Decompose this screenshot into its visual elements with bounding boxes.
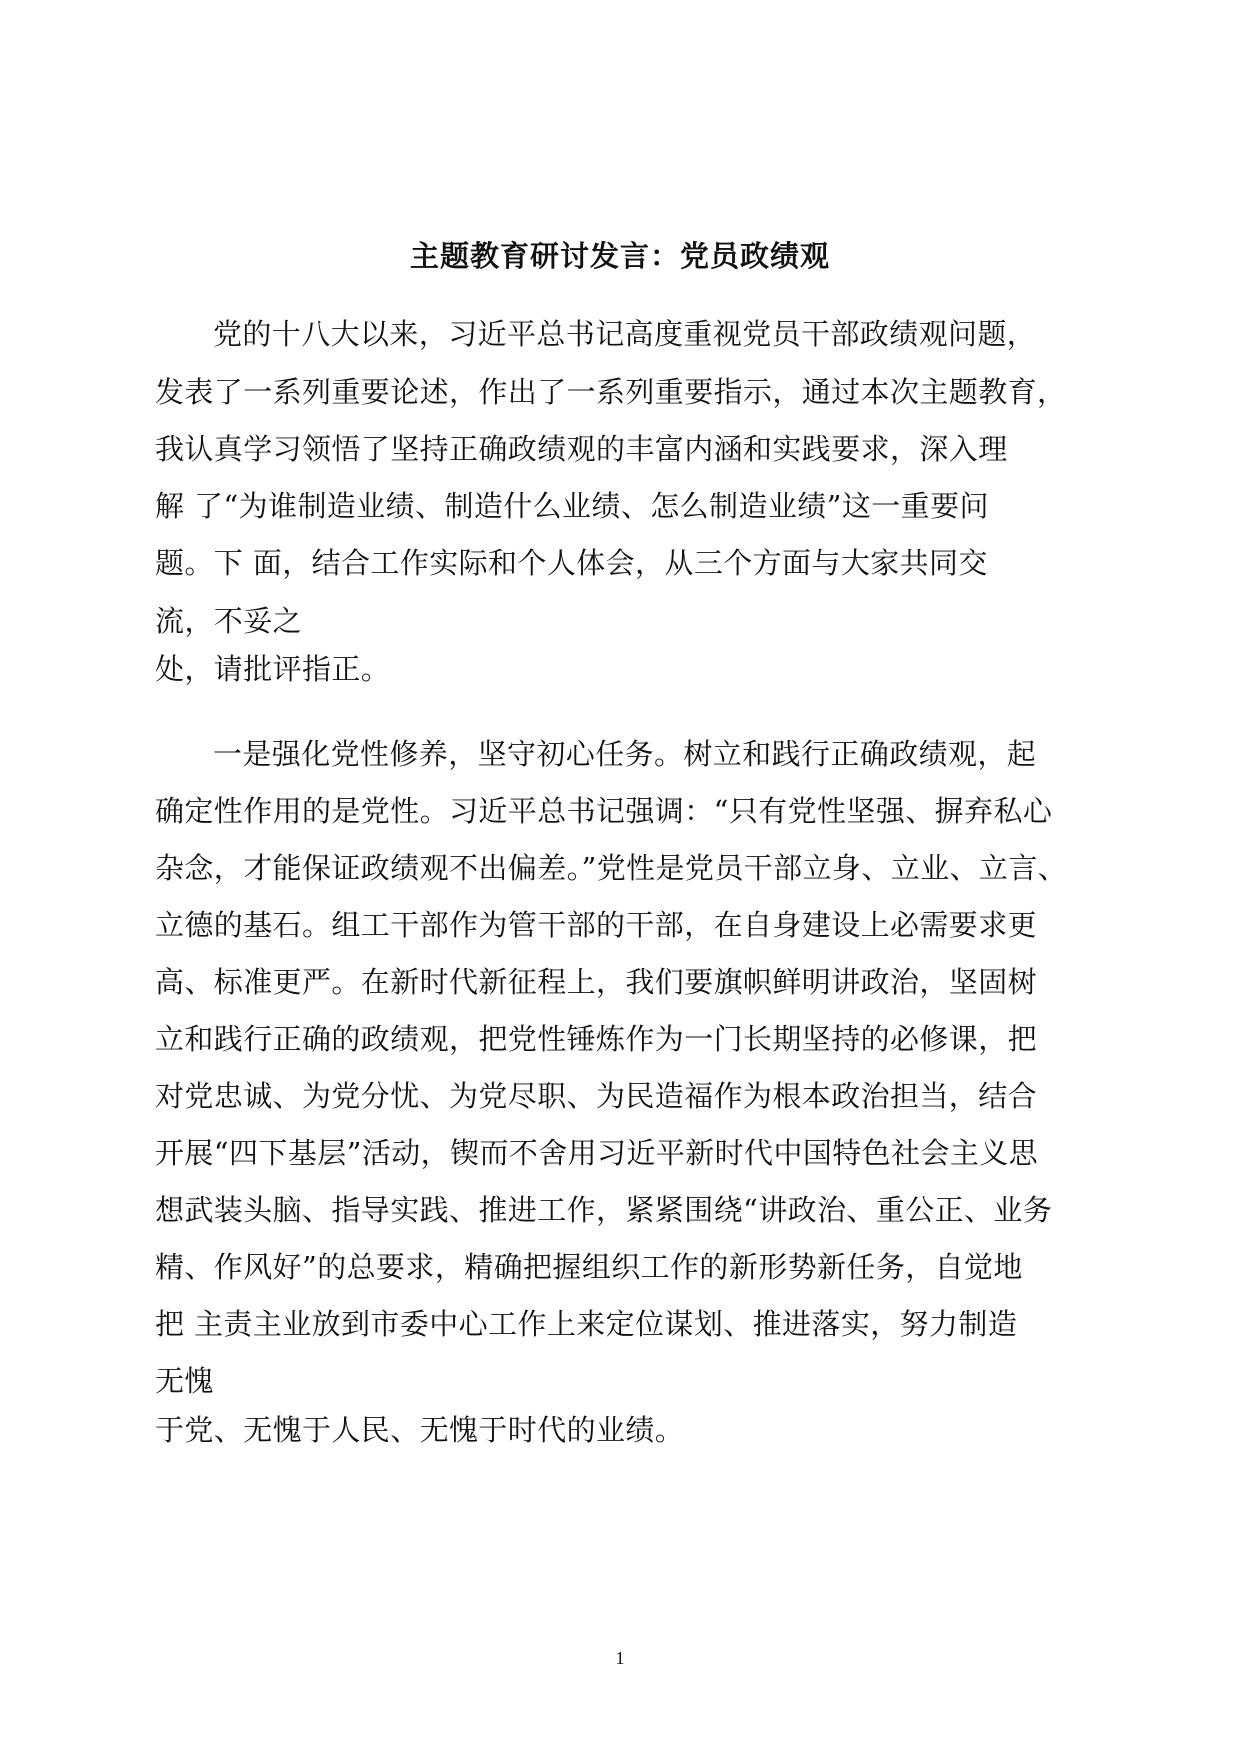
paragraph-2-line: 精、作风好”的总要求，精确把握组织工作的新形势新任务，自觉地 (155, 1250, 1023, 1284)
paragraph-1-line: 我认真学习领悟了坚持正确政绩观的丰富内涵和实践要求，深入理 (155, 432, 1008, 466)
paragraph-1-line: 流，不妥之 (155, 604, 303, 638)
paragraph-2-line: 立和践行正确的政绩观，把党性锤炼作为一门长期坚持的必修课，把 (155, 1022, 1038, 1056)
paragraph-1-line: 发表了一系列重要论述，作出了一系列重要指示，通过本次主题教育， (155, 375, 1067, 409)
paragraph-1-line: 解 了“为谁制造业绩、制造什么业绩、怎么制造业绩”这一重要问 (155, 489, 989, 523)
paragraph-1-line: 处，请批评指正。 (155, 652, 391, 686)
paragraph-2-line: 立德的基石。组工干部作为管干部的干部，在自身建设上必需要求更 (155, 908, 1038, 942)
paragraph-2-line: 确定性作用的是党性。习近平总书记强调：“只有党性坚强、摒弃私心 (155, 794, 1053, 828)
paragraph-2-line: 一是强化党性修养，坚守初心任务。树立和践行正确政绩观，起 (213, 737, 1037, 771)
paragraph-2-line: 想武装头脑、指导实践、推进工作，紧紧围绕“讲政治、重公正、业务 (155, 1193, 1053, 1227)
paragraph-2-line: 对党忠诚、为党分忧、为党尽职、为民造福作为根本政治担当，结合 (155, 1079, 1038, 1113)
paragraph-1-line: 题。下 面，结合工作实际和个人体会，从三个方面与大家共同交 (155, 546, 988, 580)
paragraph-2-line: 开展“四下基层”活动，锲而不舍用习近平新时代中国特色社会主义思 (155, 1136, 1039, 1170)
page-number: 1 (615, 1648, 625, 1668)
paragraph-2-line: 于党、无愧于人民、无愧于时代的业绩。 (155, 1413, 685, 1447)
paragraph-2-line: 杂念，才能保证政绩观不出偏差。”党性是党员干部立身、立业、立言、 (155, 851, 1068, 885)
paragraph-1-line: 党的十八大以来，习近平总书记高度重视党员干部政绩观问题， (213, 317, 1037, 351)
paragraph-2-line: 无愧 (155, 1364, 214, 1398)
document-title: 主题教育研讨发言：党员政绩观 (409, 239, 830, 273)
paragraph-2-line: 高、标准更严。在新时代新征程上，我们要旗帜鲜明讲政治，坚固树 (155, 965, 1038, 999)
paragraph-2-line: 把 主责主业放到市委中心工作上来定位谋划、推进落实，努力制造 (155, 1307, 1018, 1341)
